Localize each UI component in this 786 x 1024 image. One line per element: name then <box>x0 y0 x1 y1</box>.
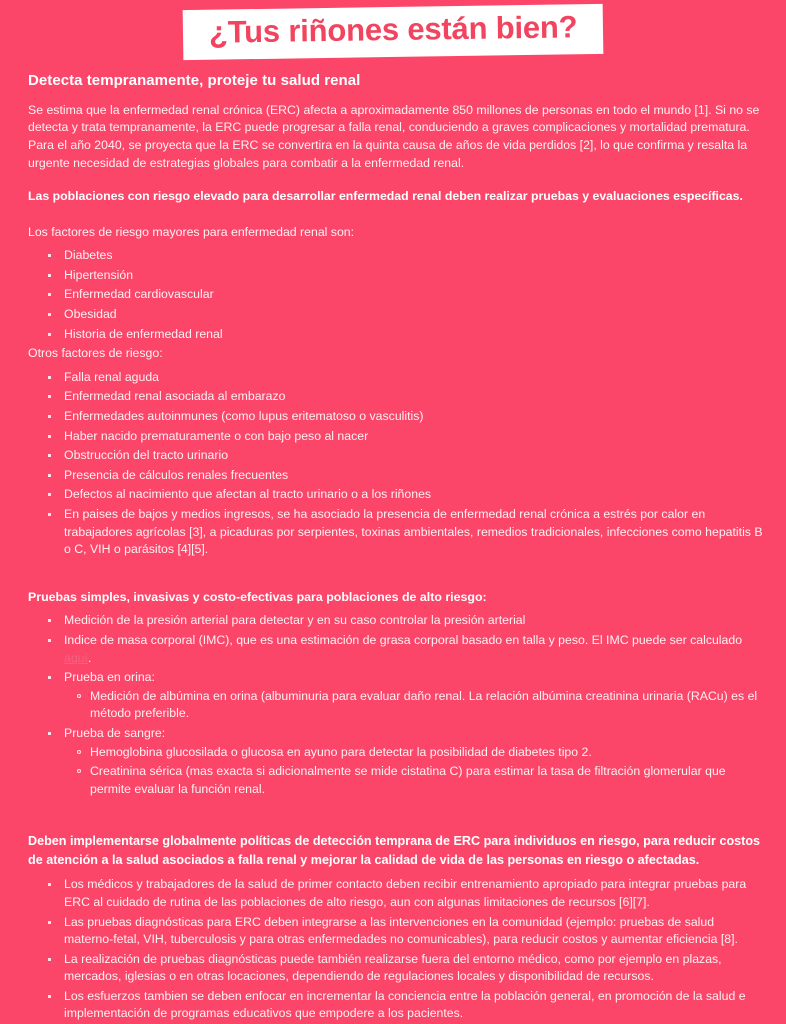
list-item: Enfermedad renal asociada al embarazo <box>62 388 765 406</box>
list-item: Las pruebas diagnósticas para ERC deben integrarse a las intervenciones en la comunidad (ejemplo: pruebas de salud materno-fetal, VIH, tuberculosis y para otras enfermedades no comunicables), para reducir costos y aumentar eficiencia [8]. <box>62 914 765 949</box>
list-item-urine <box>62 669 765 723</box>
list-item: Los médicos y trabajadores de la salud de primer contacto deben recibir entrenamiento apropiado para integrar pruebas para ERC al cuidado de rutina de las poblaciones de alto riesgo, aun con algunas limitaciones de recursos [6][7]. <box>62 876 765 911</box>
list-item: Enfermedad cardiovascular <box>62 286 765 304</box>
subheading: Detecta tempranamente, proteje tu salud renal <box>28 71 361 89</box>
policy-statement: Deben implementarse globalmente políticas de detección temprana de ERC para individuos en riesgo, para reducir costos de atención a la salud asociados a falla renal y mejorar la calidad de vida de las personas en riesgo o afectadas. <box>28 834 761 868</box>
urine-label: Prueba en orina: <box>64 670 155 685</box>
blood-label: Prueba de sangre: <box>64 725 166 740</box>
list-item: Defectos al nacimiento que afectan al tracto urinario o a los riñones <box>62 486 765 504</box>
list-item: Los esfuerzos tambien se deben enfocar en incrementar la conciencia entre la población general, en promoción de la salud e implementación de programas educativos que empodere a los pacientes. <box>62 988 765 1023</box>
list-item: Hipertensión <box>62 267 765 285</box>
bmi-text-after: . <box>87 650 92 665</box>
list-item: Medición de la presión arterial para detectar y en su caso controlar la presión arterial <box>62 612 765 630</box>
list-item: En paises de bajos y medios ingresos, se ha asociado la presencia de enfermedad renal crónica a estrés por calor en trabajadores agrícolas [3], a picaduras por serpientes, toxinas ambientales, remedios tradicionales, infecciones como hepatitis B o C, VIH o parásitos [4][5]. <box>62 506 765 559</box>
blood-sublist <box>64 744 765 799</box>
intro-paragraph: Se estima que la enfermedad renal crónica (ERC) afecta a aproximadamente 850 millones de personas en todo el mundo [1]. Si no se detecta y trata tempranamente, la ERC puede progresar a falla renal, conduciendo a graves complicaciones y mortalidad prematura. Para el año 2040, se proyecta que la ERC se convertira en la quinta causa de años de vida perdidos [2], lo que confirma y resalta la urgente necesidad de estrategias globales para combatir a la enfermedad renal. <box>28 102 760 170</box>
list-item: Historia de enfermedad renal <box>62 326 765 344</box>
list-item: Enfermedades autoinmunes (como lupus eritematoso o vasculitis) <box>62 408 765 426</box>
urine-sublist <box>64 688 765 723</box>
list-item: Creatinina sérica (mas exacta si adicionalmente se mide cistatina C) para estimar la tasa de filtración glomerular que permite evaluar la función renal. <box>90 763 765 798</box>
list-item: Falla renal aguda <box>62 369 765 387</box>
list-item: La realización de pruebas diagnósticas puede también realizarse fuera del entorno médico, como por ejemplo en plazas, mercados, iglesias o en otras locaciones, dependiendo de regulaciones locales y disponibilidad de recursos. <box>62 951 765 986</box>
title-plate <box>182 4 603 60</box>
tests-section-heading: Pruebas simples, invasivas y costo-efectivas para poblaciones de alto riesgo: <box>28 589 487 604</box>
list-item: Presencia de cálculos renales frecuentes <box>62 467 765 485</box>
header-banner <box>0 0 786 63</box>
content-area <box>0 63 786 1023</box>
list-item: Haber nacido prematuramente o con bajo peso al nacer <box>62 428 765 446</box>
other-risk-list <box>28 369 765 559</box>
bmi-calculator-link[interactable]: aquí <box>64 650 88 665</box>
list-item: Diabetes <box>62 247 765 265</box>
list-item: Obesidad <box>62 306 765 324</box>
list-item-bmi <box>62 632 765 667</box>
list-item: Hemoglobina glucosilada o glucosa en ayuno para detectar la posibilidad de diabetes tipo 2. <box>90 744 765 762</box>
high-risk-note: Las poblaciones con riesgo elevado para desarrollar enfermedad renal deben realizar pruebas y evaluaciones específicas. <box>28 189 743 204</box>
major-risk-lead: Los factores de riesgo mayores para enfermedad renal son: <box>28 224 355 239</box>
other-risk-lead: Otros factores de riesgo: <box>28 346 163 361</box>
tests-list <box>28 612 765 798</box>
list-item: Medición de albúmina en orina (albuminuria para evaluar daño renal. La relación albúmina creatinina urinaria (RACu) es el método preferible. <box>90 688 765 723</box>
major-risk-list <box>28 247 765 343</box>
page-title: ¿Tus riñones están bien? <box>208 9 578 50</box>
bmi-text-before: Indice de masa corporal (IMC), que es una estimación de grasa corporal basado en talla y peso. El IMC puede ser calculado <box>64 632 743 647</box>
policy-list <box>28 876 765 1023</box>
list-item: Obstrucción del tracto urinario <box>62 447 765 465</box>
list-item-blood <box>62 725 765 798</box>
